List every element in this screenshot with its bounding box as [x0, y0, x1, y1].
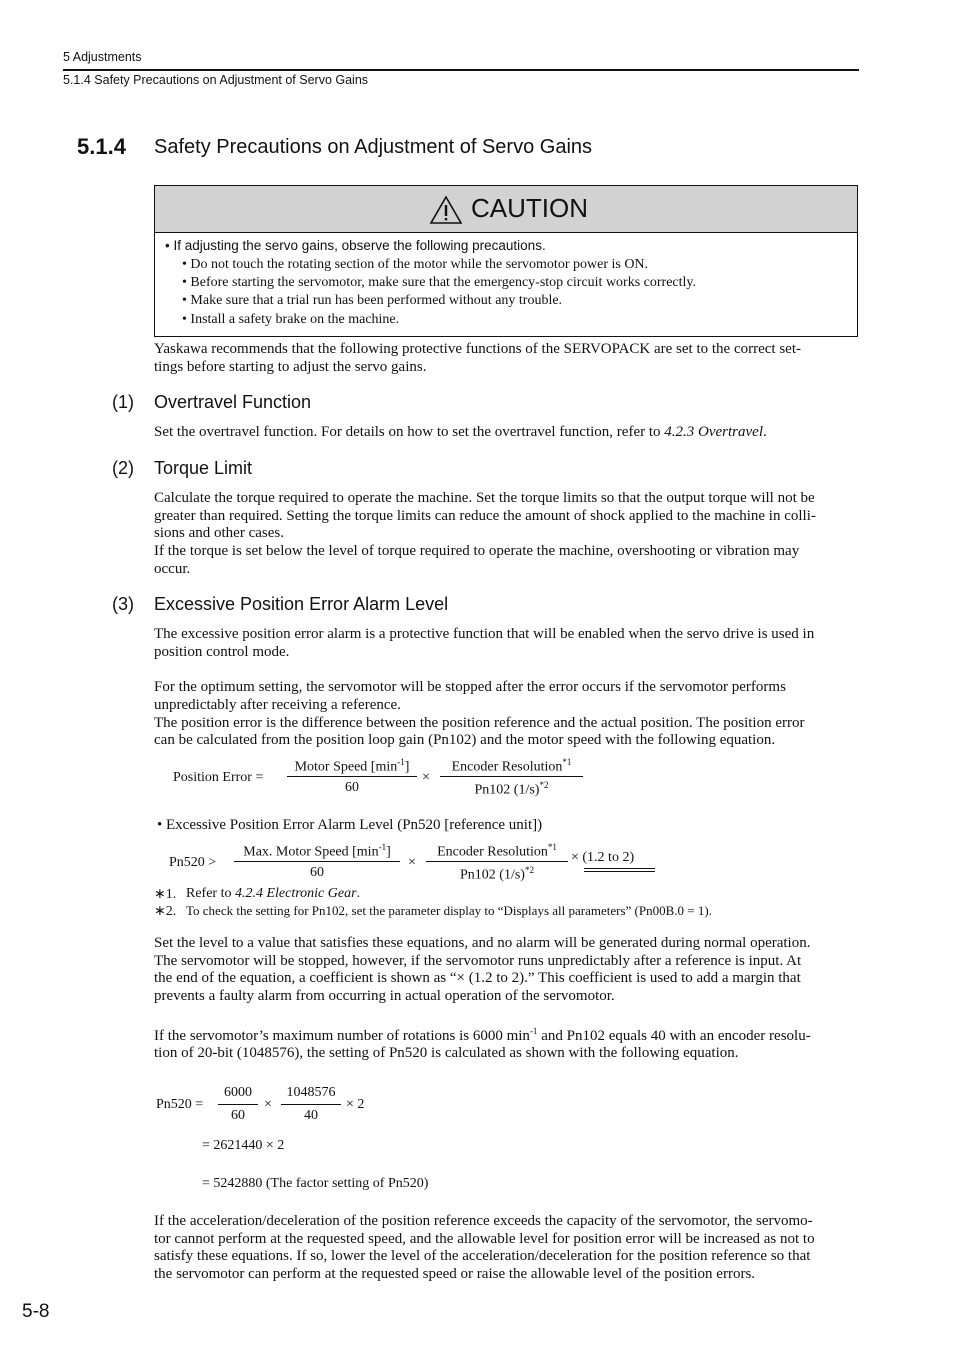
- level-line: Set the level to a value that satisfies these equations, and no alarm will be generated during normal operation.: [154, 935, 811, 951]
- section-number: 5.1.4: [77, 134, 126, 159]
- subsection-title: Torque Limit: [154, 458, 253, 478]
- running-header-chapter: 5 Adjustments: [63, 50, 142, 64]
- eq1-fraction-resolution: Encoder Resolution$^{*1}$ Pn102 $(1/s)^{*2}$: [440, 757, 583, 799]
- caution-title: CAUTION: [471, 193, 588, 223]
- overtravel-reference-link[interactable]: 4.2.3 Overtravel: [664, 424, 763, 440]
- page-number: 5-8: [22, 1301, 50, 1322]
- alarm-line: The position error is the difference between the position reference and the actual position. The position error: [154, 715, 805, 731]
- eq3-lhs: Pn520 =: [156, 1097, 204, 1112]
- caution-item: • Before starting the servomotor, make sure that the emergency-stop circuit works correctly.: [182, 275, 697, 290]
- torque-line: greater than required. Setting the torque limits can reduce the amount of shock applied to the machine in colli-: [154, 508, 816, 524]
- running-header-section: 5.1.4 Safety Precautions on Adjustment of Servo Gains: [63, 73, 369, 87]
- eq2-factor: × (1.2 to 2): [571, 850, 635, 865]
- caution-item: • Do not touch the rotating section of the motor while the servomotor power is ON.: [182, 257, 649, 272]
- overtravel-body: Set the overtravel function. For details on how to set the overtravel function, refer to 4.2.3 Overtravel.: [154, 424, 767, 440]
- subsection-number: (1): [112, 392, 134, 412]
- eq2-times: ×: [408, 855, 416, 870]
- example-line: tion of 20-bit (1048576), the setting of Pn520 is calculated as shown with the following equation.: [154, 1045, 739, 1061]
- eq3-line2: = 2621440 × 2: [202, 1138, 285, 1153]
- eq1-lhs: Position Error =: [173, 770, 264, 785]
- eq3-fraction-resolution: 1048576 40: [281, 1085, 341, 1124]
- subsection-title: Excessive Position Error Alarm Level: [154, 594, 449, 614]
- electronic-gear-reference-link[interactable]: 4.2.4 Electronic Gear: [234, 886, 357, 901]
- eq3-fraction-speed: 6000 60: [218, 1085, 258, 1124]
- footnote-mark: ∗2.: [154, 904, 177, 919]
- footnote-2: To check the setting for Pn102, set the parameter display to “Displays all parameters” (Pn00B.0 = 1).: [186, 903, 712, 918]
- alarm-line: unpredictably after receiving a reference.: [154, 697, 401, 713]
- eq1-times: ×: [422, 770, 430, 785]
- torque-line: sions and other cases.: [154, 525, 284, 541]
- eq3-times: ×: [264, 1097, 272, 1112]
- subsection-number: (2): [112, 458, 134, 478]
- alarm-line: position control mode.: [154, 644, 290, 660]
- torque-line: If the torque is set below the level of torque required to operate the machine, overshooting or vibration may: [154, 543, 800, 559]
- header-rule: [63, 69, 859, 71]
- eq2-factor-underline: [584, 868, 655, 869]
- subsection-title: Overtravel Function: [154, 392, 312, 412]
- section-title: Safety Precautions on Adjustment of Servo Gains: [154, 136, 593, 158]
- caution-main-item: • If adjusting the servo gains, observe the following precautions.: [165, 238, 546, 253]
- caution-header: [155, 186, 857, 233]
- final-line: satisfy these equations. If so, lower the level of the acceleration/deceleration for the position reference so that: [154, 1248, 811, 1264]
- level-line: The servomotor will be stopped, however, if the servomotor runs unpredictably after a reference is input. At: [154, 953, 802, 969]
- alarm-line: For the optimum setting, the servomotor will be stopped after the error occurs if the servomotor performs: [154, 679, 786, 695]
- eq3-tail: × 2: [346, 1097, 365, 1112]
- subsection-number: (3): [112, 594, 134, 614]
- eq1-fraction-speed: Motor Speed $[\min^{-1}]$ 60: [287, 757, 417, 796]
- torque-line: Calculate the torque required to operate the machine. Set the torque limits so that the output torque will not be: [154, 490, 815, 506]
- final-line: If the acceleration/deceleration of the position reference exceeds the capacity of the servomotor, the servomo-: [154, 1213, 813, 1229]
- footnote-1: Refer to 4.2.4 Electronic Gear.: [186, 886, 361, 901]
- footnote-mark: ∗1.: [154, 887, 177, 902]
- eq2-fraction-resolution: Encoder Resolution$^{*1}$ Pn102 $(1/s)^{*2}$: [426, 842, 568, 884]
- final-line: tor cannot perform at the requested speed, and the allowable level for position error will be increased as not to: [154, 1231, 815, 1247]
- eq2-lhs: Pn520 >: [169, 855, 217, 870]
- intro-line: tings before starting to adjust the servo gains.: [154, 359, 427, 375]
- example-line: If the servomotor’s maximum number of rotations is 6000 $\min^{-1}$ and Pn102 equals 40 with an encoder resolu-: [154, 1026, 811, 1044]
- eq3-line3: = 5242880 (The factor setting of Pn520): [202, 1176, 429, 1191]
- final-line: the servomotor can perform at the requested speed or raise the allowable level of the position errors.: [154, 1266, 756, 1282]
- alarm-line: can be calculated from the position loop gain (Pn102) and the motor speed with the following equation.: [154, 732, 776, 748]
- alarm-line: The excessive position error alarm is a protective function that will be enabled when the servo drive is used in: [154, 626, 815, 642]
- caution-box: [154, 185, 858, 337]
- alarm-level-bullet: • Excessive Position Error Alarm Level (Pn520 [reference unit]): [157, 817, 543, 833]
- caution-item: • Install a safety brake on the machine.: [182, 312, 400, 327]
- warning-triangle-icon: [429, 195, 463, 225]
- level-line: prevents a faulty alarm from occurring in actual operation of the servomotor.: [154, 988, 615, 1004]
- eq2-factor-underline: [584, 871, 655, 872]
- torque-line: occur.: [154, 561, 191, 577]
- intro-line: Yaskawa recommends that the following protective functions of the SERVOPACK are set to the correct set-: [154, 341, 801, 357]
- eq2-fraction-speed: Max. Motor Speed $[\min^{-1}]$ 60: [234, 842, 400, 881]
- caution-item: • Make sure that a trial run has been performed without any trouble.: [182, 293, 563, 308]
- level-line: the end of the equation, a coefficient is shown as “× (1.2 to 2).” This coefficient is used to add a margin that: [154, 970, 801, 986]
